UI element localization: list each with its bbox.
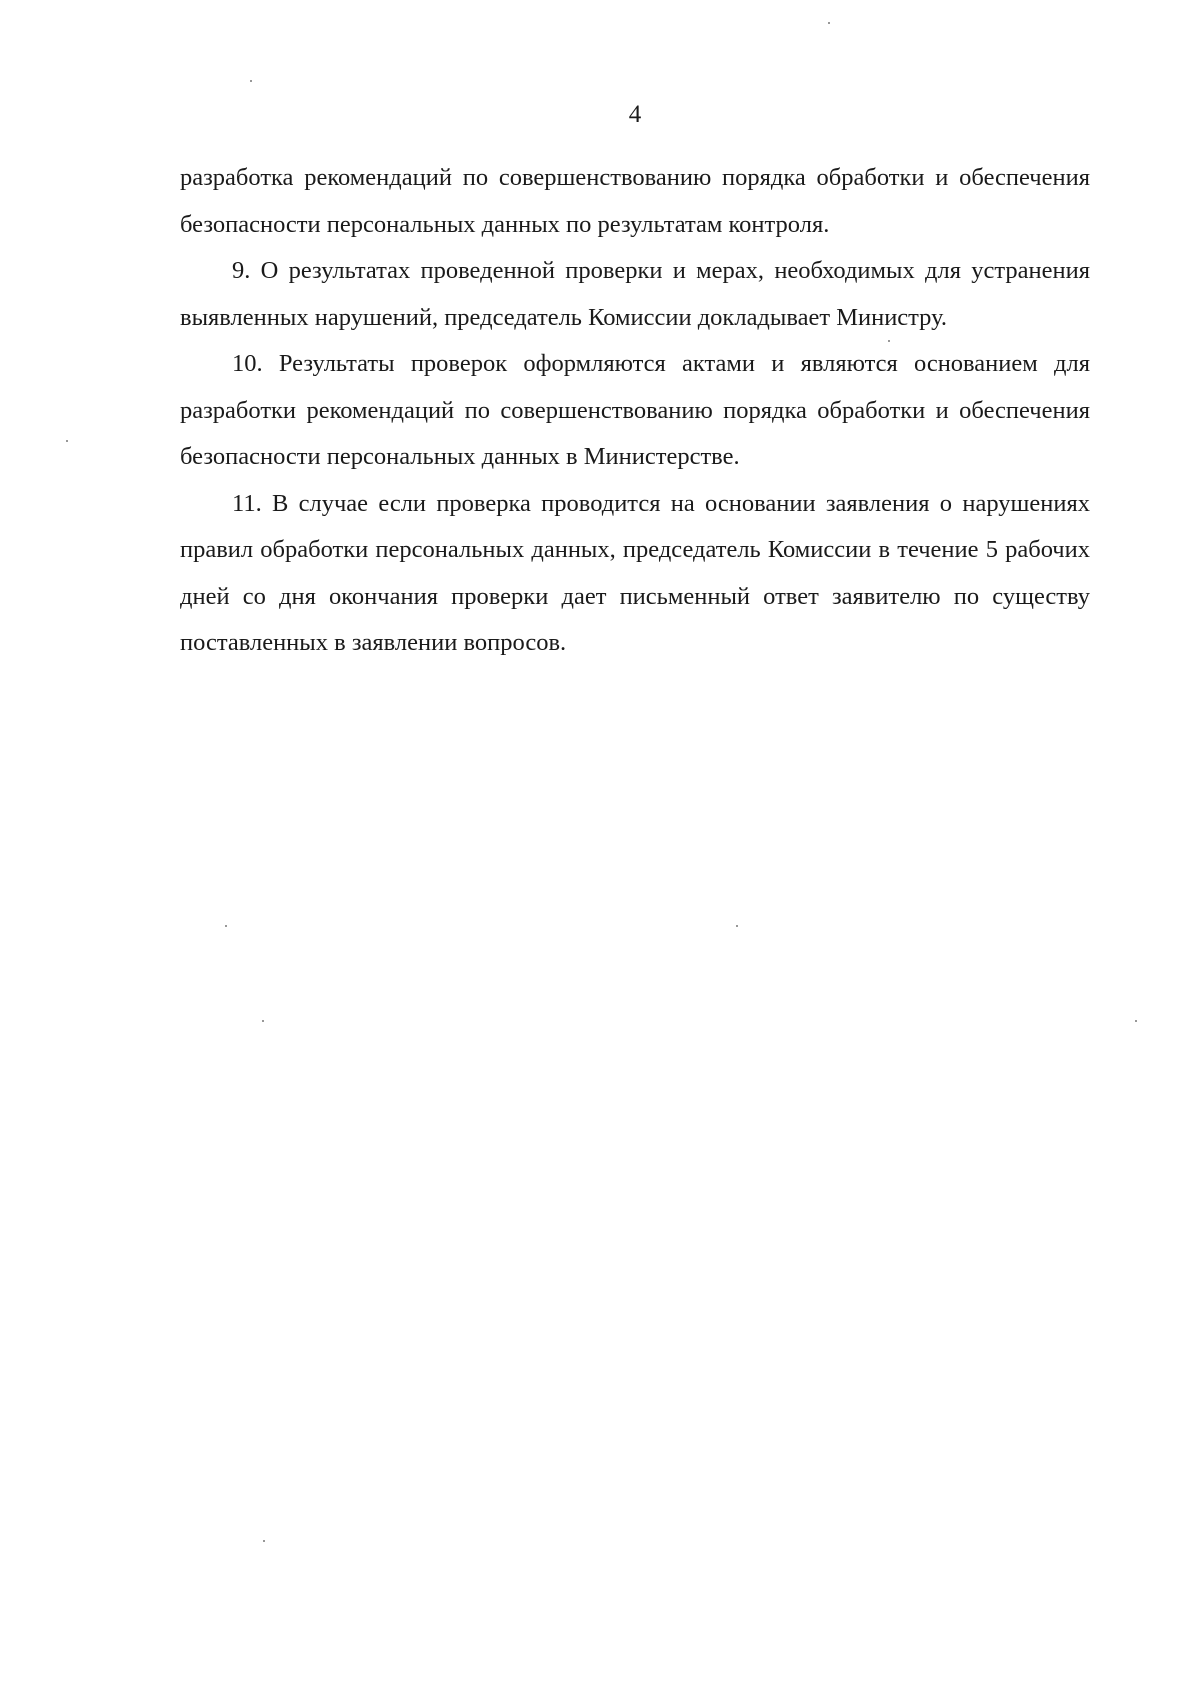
paragraph-item-10: 10. Результаты проверок оформляются актами и являются основанием для разработки рекомендаций по совершенствованию порядка обработки и обеспечения безопасности персональных данных в Министерстве. <box>180 350 1090 470</box>
scan-speck <box>263 1540 265 1542</box>
paragraph-continuation: разработка рекомендаций по совершенствованию порядка обработки и обеспечения безопасности персональных данных по результатам контроля. <box>180 164 1090 238</box>
document-body <box>180 155 1090 667</box>
scan-speck <box>250 80 252 82</box>
paragraph-item-11: 11. В случае если проверка проводится на основании заявления о нарушениях правил обработки персональных данных, председатель Комиссии в течение 5 рабочих дней со дня окончания проверки дает письменный ответ заявителю по существу поставленных в заявлении вопросов. <box>180 489 1090 656</box>
scan-speck <box>225 925 227 927</box>
scan-speck <box>66 440 68 442</box>
page-number: 4 <box>628 101 642 128</box>
scan-speck <box>736 925 738 927</box>
scan-speck <box>1135 1020 1137 1022</box>
paragraph-item-9: 9. О результатах проведенной проверки и мерах, необходимых для устранения выявленных нарушений, председатель Комиссии докладывает Министру. <box>180 257 1090 331</box>
scan-speck <box>888 340 890 342</box>
scan-speck <box>828 22 830 24</box>
scan-speck <box>262 1020 264 1022</box>
